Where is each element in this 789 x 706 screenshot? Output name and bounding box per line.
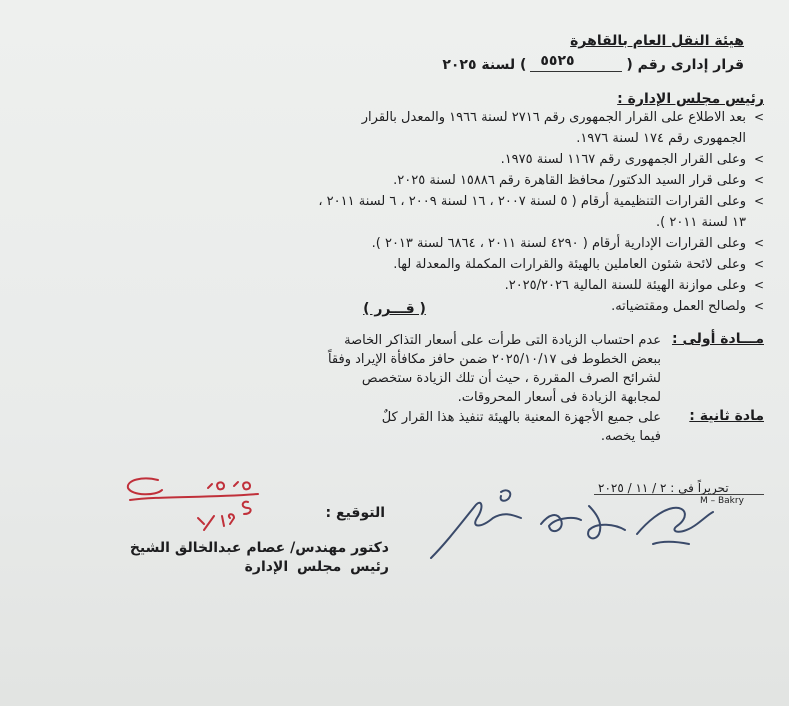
red-ink-stroke <box>128 478 162 494</box>
article-line: على جميع الأجهزة المعنية بالهيئة تنفيذ هذا القرار كلٌ <box>381 410 661 425</box>
article-one-label: مـــادة أولى : <box>672 331 764 347</box>
article-line: فيما يخصه. <box>600 429 661 444</box>
arrow-bullet-icon: > <box>753 152 764 166</box>
arrow-bullet-icon: > <box>753 194 764 208</box>
preamble-heading: رئيس مجلس الإدارة : <box>617 91 764 107</box>
preamble-item-continuation: ١٣ لسنة ٢٠١١ ). <box>656 215 746 230</box>
signature-stroke <box>501 490 511 500</box>
decision-heading-text: ( قـــرر ) <box>363 301 426 317</box>
article-line: ببعض الخطوط فى ٢٠٢٥/١٠/١٧ ضمن حافز مكافأة الإيراد وفقاً <box>327 352 661 367</box>
preamble-item-text: بعد الاطلاع على القرار الجمهورى رقم ٢٧١٦ لسنة ١٩٦٦ والمعدل بالقرار <box>361 110 746 125</box>
arrow-bullet-icon: > <box>753 257 764 271</box>
preamble-item-text: وعلى القرارات الإدارية أرقام ( ٤٢٩٠ لسنة ٢٠١١ ، ٦٨٦٤ لسنة ٢٠١٣ ). <box>371 236 746 251</box>
preamble-item-continuation: الجمهورى رقم ١٧٤ لسنة ١٩٧٦. <box>576 131 746 146</box>
written-on-date: تحريراً فى : ٢ / ١١ / ٢٠٢٥ <box>598 481 729 495</box>
article-two-label: مادة ثانية : <box>689 408 764 424</box>
signature-stroke <box>653 542 689 544</box>
preamble-item-text: وعلى القرار الجمهورى رقم ١١٦٧ لسنة ١٩٧٥. <box>500 152 746 167</box>
preamble-item-text: وعلى القرارات التنظيمية أرقام ( ٥ لسنة ٢٠٠٧ ، ١٦ لسنة ٢٠٠٩ ، ٦ لسنة ٢٠١١ ، <box>318 194 746 209</box>
arrow-bullet-icon: > <box>753 110 764 124</box>
signer-title: رئيس مجلس الإدارة <box>244 559 389 575</box>
red-ink-date <box>198 514 234 530</box>
arrow-bullet-icon: > <box>753 278 764 292</box>
article-line: لمجابهة الزيادة فى أسعار المحروقات. <box>457 390 661 405</box>
decision-title <box>442 52 744 73</box>
typist-initials: M – Bakry <box>700 496 744 506</box>
decision-heading <box>0 301 789 317</box>
arrow-bullet-icon: > <box>753 299 764 313</box>
organization-name: هيئة النقل العام بالقاهرة <box>570 33 744 49</box>
article-line: لشرائح الصرف المقررة ، حيث أن تلك الزيادة ستخصص <box>361 371 661 386</box>
decision-suffix: ) لسنة ٢٠٢٥ <box>442 57 527 73</box>
handwritten-red-note <box>118 470 268 532</box>
signature-stroke <box>541 515 581 531</box>
preamble-item <box>49 191 764 233</box>
article-one-text <box>141 331 661 407</box>
article-two-text <box>141 408 661 446</box>
preamble-item-text: وعلى موازنة الهيئة للسنة المالية ٢٠٢٥/٢٠٢٦. <box>504 278 746 293</box>
preamble-item-text: وعلى قرار السيد الدكتور/ محافظ القاهرة رقم ١٥٨٨٦ لسنة ٢٠٢٥. <box>393 173 746 188</box>
red-ink-number <box>208 482 250 489</box>
preamble-item <box>49 149 764 170</box>
signature-stroke <box>588 506 625 538</box>
signature-stroke <box>637 508 713 534</box>
decision-number-blank <box>530 52 622 72</box>
preamble-item <box>49 170 764 191</box>
signature-label: التوقيع : <box>325 505 385 521</box>
signer-name: دكتور مهندس/ عصام عبدالخالق الشيخ <box>129 540 389 556</box>
signature-stroke <box>431 503 521 558</box>
preamble-item <box>49 254 764 275</box>
decision-prefix: قرار إدارى رقم ( <box>626 57 744 73</box>
article-line: عدم احتساب الزيادة التى طرأت على أسعار التذاكر الخاصة <box>344 333 661 348</box>
decision-number: ٥٥٢٥ <box>540 52 575 69</box>
preamble-item-text: وعلى لائحة شئون العاملين بالهيئة والقرارات المكملة والمعدلة لها. <box>393 257 746 272</box>
arrow-bullet-icon: > <box>753 236 764 250</box>
preamble-item-text: ولصالح العمل ومقتضياته. <box>611 299 746 314</box>
handwritten-signature <box>425 484 715 562</box>
preamble-list <box>49 107 764 317</box>
preamble-item <box>49 233 764 254</box>
arrow-bullet-icon: > <box>753 173 764 187</box>
preamble-item <box>49 107 764 149</box>
preamble-item <box>49 275 764 296</box>
red-ink-letter <box>243 502 251 514</box>
